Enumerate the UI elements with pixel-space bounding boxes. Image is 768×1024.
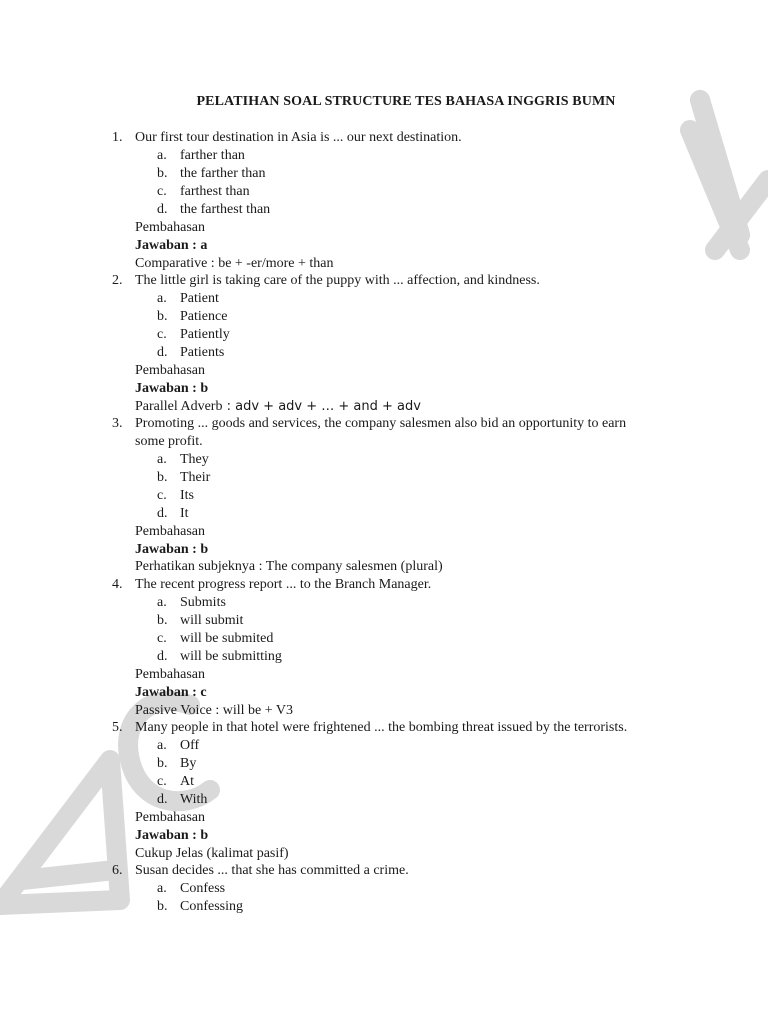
answer-key: Jawaban : a [135, 238, 208, 253]
pembahasan-label: Pembahasan [135, 524, 205, 539]
explanation [135, 398, 421, 416]
option-letter: d. [157, 792, 168, 807]
option-text: will be submited [180, 631, 274, 646]
option-letter: a. [157, 452, 167, 467]
option-letter: c. [157, 327, 167, 342]
option-text: Submits [180, 595, 226, 610]
option-letter: c. [157, 631, 167, 646]
explanation: Passive Voice : will be + V3 [135, 703, 294, 718]
option-text: They [180, 452, 209, 467]
option-text: Patiently [180, 327, 230, 342]
option-text: Its [180, 488, 194, 503]
option-text: the farthest than [180, 202, 271, 217]
option-text: Patience [180, 309, 228, 324]
option-letter: d. [157, 506, 168, 521]
page-title: PELATIHAN SOAL STRUCTURE TES BAHASA INGGRIS BUMN [196, 94, 616, 109]
answer-key: Jawaban : b [135, 542, 209, 557]
option-letter: d. [157, 202, 168, 217]
option-text: Their [180, 470, 211, 485]
option-text: will submit [180, 613, 244, 628]
question-text: The recent progress report ... to the Branch Manager. [135, 577, 432, 592]
explanation-formula: : adv + adv + … + and + adv [222, 399, 421, 414]
option-text: Confessing [180, 899, 243, 914]
option-text: farthest than [180, 184, 250, 199]
explanation: Cukup Jelas (kalimat pasif) [135, 846, 289, 861]
question-text: The little girl is taking care of the puppy with ... affection, and kindness. [135, 273, 540, 288]
answer-key: Jawaban : b [135, 828, 209, 843]
option-text: the farther than [180, 166, 266, 181]
option-letter: b. [157, 613, 168, 628]
pembahasan-label: Pembahasan [135, 363, 205, 378]
pembahasan-label: Pembahasan [135, 667, 205, 682]
option-text: Confess [180, 881, 226, 896]
option-letter: a. [157, 738, 167, 753]
pembahasan-label: Pembahasan [135, 810, 205, 825]
pembahasan-label: Pembahasan [135, 220, 205, 235]
explanation: Perhatikan subjeknya : The company salesmen (plural) [135, 559, 443, 574]
option-letter: c. [157, 184, 167, 199]
option-text: Patients [180, 345, 225, 360]
question-number: 6. [112, 863, 123, 878]
option-letter: a. [157, 595, 167, 610]
option-text: Off [180, 738, 200, 753]
option-letter: a. [157, 291, 167, 306]
question-text: Many people in that hotel were frightened ... the bombing threat issued by the terrorists. [135, 720, 628, 735]
answer-key: Jawaban : b [135, 381, 209, 396]
answer-key: Jawaban : c [135, 685, 207, 700]
explanation-term: Parallel Adverb [135, 399, 223, 414]
question-text: Promoting ... goods and services, the company salesmen also bid an opportunity to earn [135, 416, 627, 431]
option-letter: a. [157, 148, 167, 163]
question-text: Susan decides ... that she has committed a crime. [135, 863, 409, 878]
question-number: 4. [112, 577, 123, 592]
option-letter: d. [157, 649, 168, 664]
option-text: At [180, 774, 194, 789]
option-text: will be submitting [180, 649, 282, 664]
question-text-continued: some profit. [135, 434, 203, 449]
option-letter: b. [157, 470, 168, 485]
question-number: 5. [112, 720, 123, 735]
option-letter: d. [157, 345, 168, 360]
option-letter: b. [157, 166, 168, 181]
option-text: It [180, 506, 189, 521]
option-text: By [180, 756, 197, 771]
question-number: 3. [112, 416, 123, 431]
option-letter: a. [157, 881, 167, 896]
option-text: Patient [180, 291, 219, 306]
option-text: farther than [180, 148, 245, 163]
option-letter: c. [157, 774, 167, 789]
option-letter: c. [157, 488, 167, 503]
option-text: With [180, 792, 208, 807]
option-letter: b. [157, 756, 168, 771]
explanation: Comparative : be + -er/more + than [135, 256, 334, 271]
question-number: 1. [112, 130, 123, 145]
question-text: Our first tour destination in Asia is ... our next destination. [135, 130, 462, 145]
question-number: 2. [112, 273, 123, 288]
option-letter: b. [157, 899, 168, 914]
option-letter: b. [157, 309, 168, 324]
